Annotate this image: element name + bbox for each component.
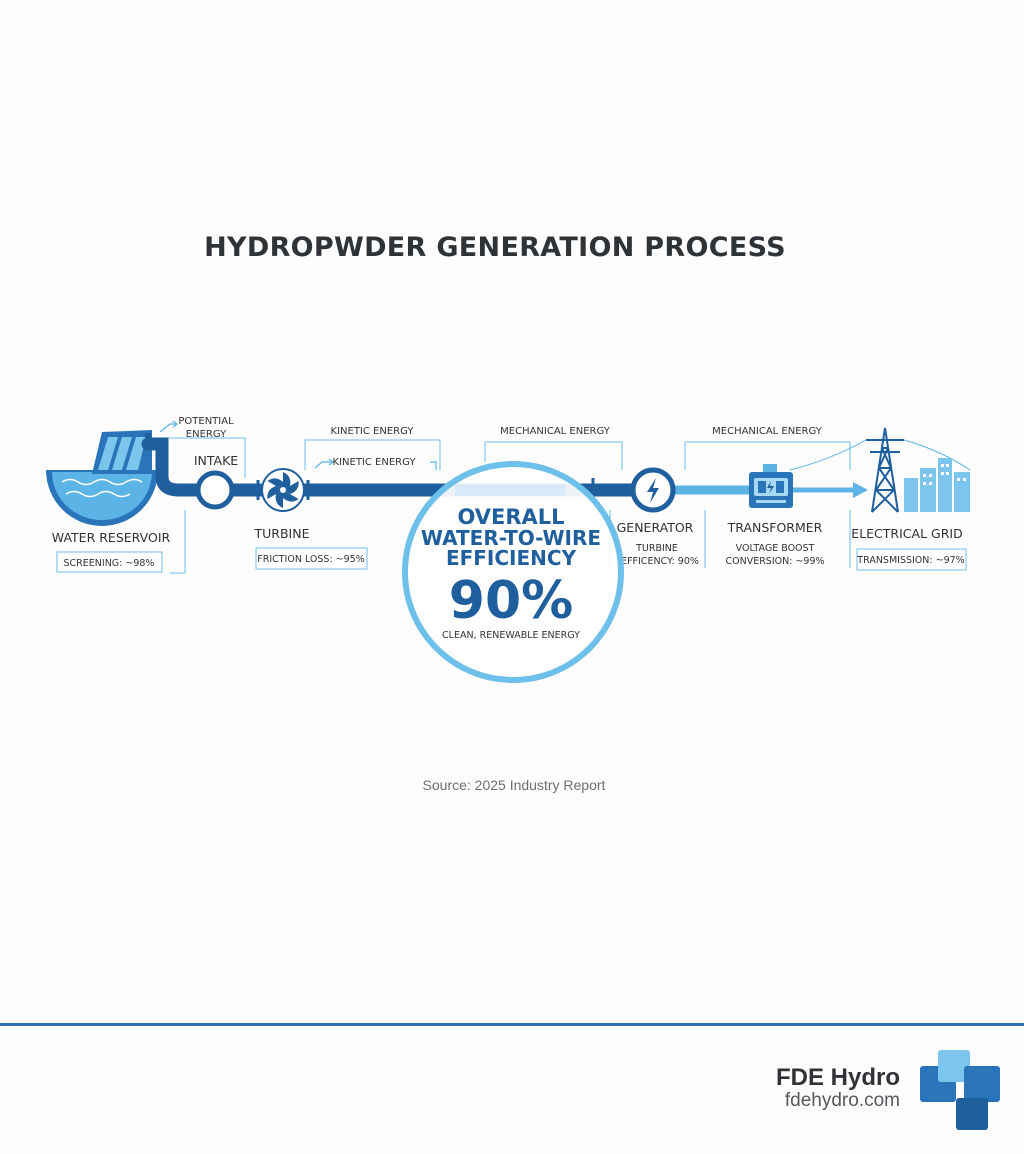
efficiency-line2: WATER-TO-WIRE: [420, 526, 602, 550]
efficiency-value: 90%: [448, 571, 574, 631]
transformer-metric-1: VOLTAGE BOOST: [735, 543, 815, 554]
transformer-metric-2: CONVERSION: ~99%: [725, 556, 825, 567]
reservoir-label: WATER RESERVOIR: [51, 530, 171, 545]
efficiency-line3: EFFICIENCY: [445, 546, 577, 570]
city-buildings-icon: [904, 458, 970, 512]
generator: [633, 470, 673, 510]
source-note: Source: 2025 Industry Report: [422, 777, 606, 793]
kinetic-energy-inner-label: KINETIC ENERGY: [332, 457, 416, 468]
grid-label: ELECTRICAL GRID: [851, 526, 963, 541]
generator-metric-1: TURBINE: [636, 543, 678, 554]
potential-energy-label-2: ENERGY: [185, 429, 227, 440]
fde-logo-icon: [920, 1050, 1004, 1134]
transmission-metric: TRANSMISSION: ~97%: [857, 555, 965, 566]
dam-icon: [92, 430, 152, 474]
transformer-icon: [749, 464, 793, 508]
mechanical-energy-label-2: MECHANICAL ENERGY: [712, 426, 822, 437]
generator-label: GENERATOR: [616, 520, 694, 535]
efficiency-line1: OVERALL: [457, 505, 565, 529]
turbine-label: TURBINE: [254, 526, 310, 541]
intake-valve: [198, 473, 232, 507]
brand-url[interactable]: fdehydro.com: [784, 1090, 900, 1111]
transformer-label: TRANSFORMER: [727, 520, 823, 535]
turbine-icon: [262, 469, 304, 511]
mechanical-energy-label: MECHANICAL ENERGY: [500, 426, 610, 437]
intake-label: INTAKE: [193, 453, 239, 468]
friction-metric: FRICTION LOSS: ~95%: [257, 554, 365, 565]
water-reservoir: [46, 470, 158, 526]
screening-metric: SCREENING: ~98%: [63, 558, 155, 569]
efficiency-badge: [405, 464, 621, 680]
brand-name: FDE Hydro: [775, 1064, 900, 1091]
footer-divider: [0, 1023, 1024, 1026]
page-title: HYDROPWDER GENERATION PROCESS: [204, 232, 786, 263]
generator-metric-2: EFFICENCY: 90%: [621, 556, 699, 567]
kinetic-energy-label: KINETIC ENERGY: [330, 426, 414, 437]
efficiency-caption: CLEAN, RENEWABLE ENERGY: [442, 630, 580, 641]
potential-energy-label: POTENTIAL: [178, 416, 234, 427]
